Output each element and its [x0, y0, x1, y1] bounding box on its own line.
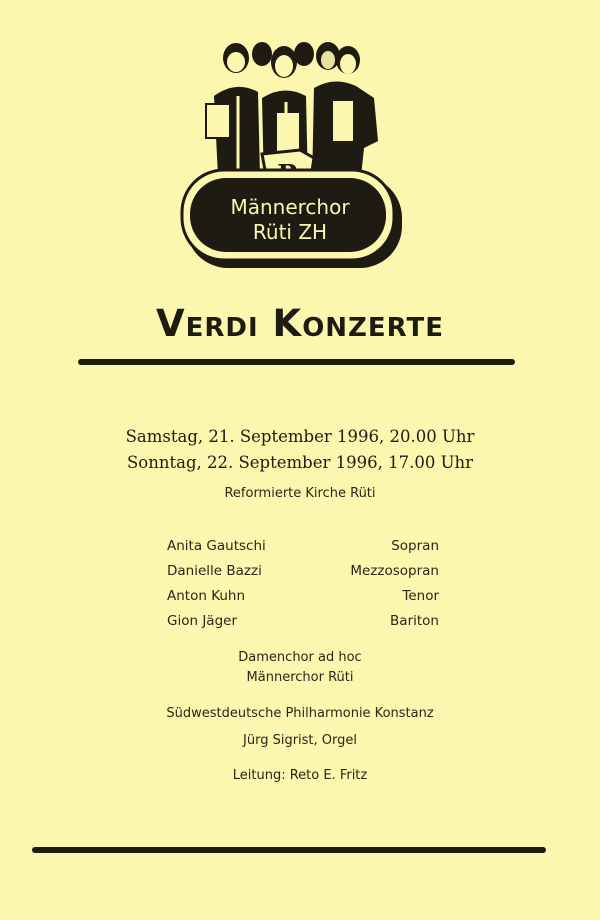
orchestra: Südwestdeutsche Philharmonie Konstanz: [166, 706, 434, 721]
soloist-name: Gion Jäger: [167, 613, 237, 629]
choir-logo: [178, 36, 408, 274]
venue: Reformierte Kirche Rüti: [224, 486, 376, 501]
soloist-row: [167, 534, 439, 559]
choir-1: Damenchor ad hoc: [238, 650, 362, 665]
soloist-row: [167, 609, 439, 634]
logo-text-line1: Männerchor: [230, 195, 350, 219]
soloist-name: Danielle Bazzi: [167, 563, 262, 579]
soloist-name: Anton Kuhn: [167, 588, 246, 604]
soloist-voice: Mezzosopran: [350, 563, 439, 579]
page-title: Verdi Konzerte: [155, 302, 445, 345]
bottom-divider: [32, 847, 546, 853]
title-divider: [78, 359, 515, 365]
conductor: Leitung: Reto E. Fritz: [232, 768, 368, 783]
soloist-voice: Bariton: [390, 613, 439, 629]
soloist-row: [167, 559, 439, 584]
soloist-row: [167, 584, 439, 609]
concert-dates: [0, 424, 600, 476]
organ: Jürg Sigrist, Orgel: [243, 733, 357, 748]
soloist-voice: Sopran: [391, 538, 439, 554]
soloists-list: [167, 534, 439, 634]
soloist-voice: Tenor: [402, 588, 439, 604]
soloist-name: Anita Gautschi: [167, 538, 266, 554]
logo-text-line2: Rüti ZH: [252, 220, 328, 244]
date-line-2: Sonntag, 22. September 1996, 17.00 Uhr: [126, 453, 473, 472]
date-line-1: Samstag, 21. September 1996, 20.00 Uhr: [125, 427, 475, 446]
choir-2: Männerchor Rüti: [246, 670, 354, 685]
